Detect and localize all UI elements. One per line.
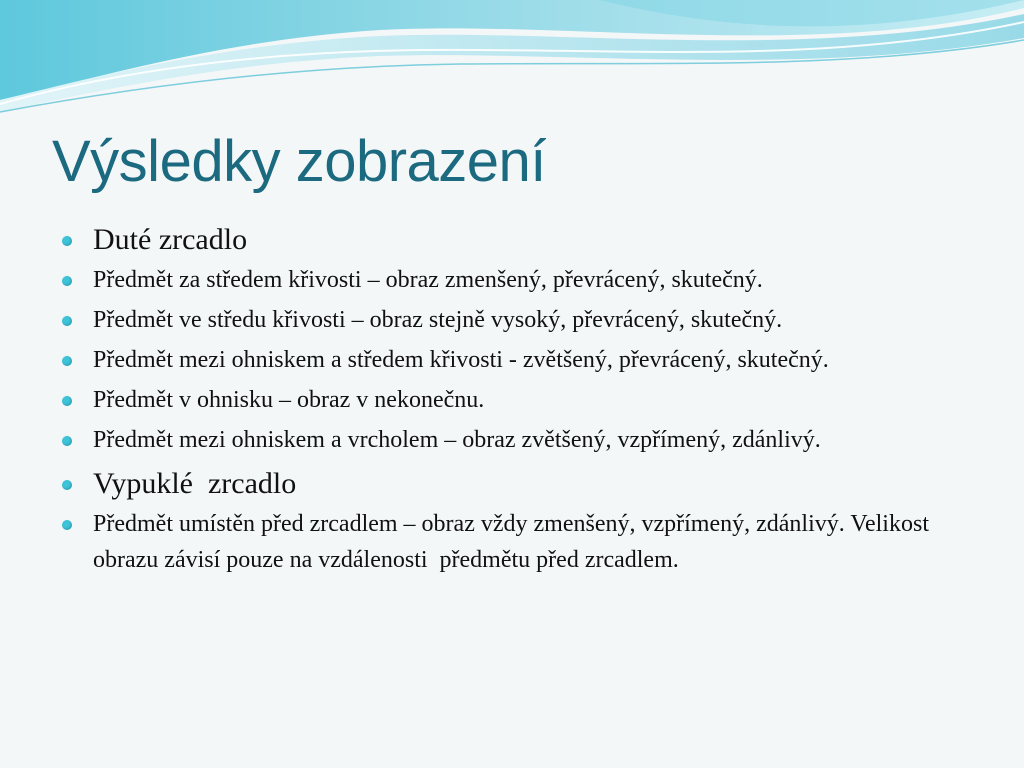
list-item-concave-mirror bbox=[62, 222, 962, 258]
list-item-text: Předmět v ohnisku – obraz v nekonečnu. bbox=[93, 387, 485, 413]
bullet-list bbox=[62, 222, 962, 578]
list-item bbox=[62, 262, 962, 298]
list-item-text: Předmět mezi ohniskem a středem křivosti - zvětšený, převrácený, skutečný. bbox=[93, 347, 829, 373]
list-item-text: Předmět mezi ohniskem a vrcholem – obraz zvětšený, vzpřímený, zdánlivý. bbox=[93, 427, 821, 453]
list-item-text: Vypuklé zrcadlo bbox=[93, 467, 297, 500]
bullet-icon bbox=[62, 276, 72, 286]
header-wave-decoration bbox=[0, 0, 1024, 130]
list-item bbox=[62, 506, 962, 578]
list-item bbox=[62, 302, 962, 338]
list-item-text: Duté zrcadlo bbox=[93, 223, 248, 256]
bullet-icon bbox=[62, 396, 72, 406]
bullet-icon bbox=[62, 520, 72, 530]
bullet-icon bbox=[62, 236, 72, 246]
bullet-icon bbox=[62, 316, 72, 326]
list-item-text: Předmět za středem křivosti – obraz zmenšený, převrácený, skutečný. bbox=[93, 267, 763, 293]
list-item-text: Předmět ve středu křivosti – obraz stejně vysoký, převrácený, skutečný. bbox=[93, 307, 783, 333]
bullet-icon bbox=[62, 436, 72, 446]
list-item bbox=[62, 422, 962, 458]
list-item bbox=[62, 342, 962, 378]
slide-title: Výsledky zobrazení bbox=[52, 129, 546, 194]
bullet-icon bbox=[62, 480, 72, 490]
bullet-icon bbox=[62, 356, 72, 366]
list-item-convex-mirror bbox=[62, 466, 962, 502]
list-item bbox=[62, 382, 962, 418]
list-item-text: Předmět umístěn před zrcadlem – obraz vždy zmenšený, vzpřímený, zdánlivý. Velikost obrazu závisí pouze na vzdálenosti předmětu před zrcadlem. bbox=[93, 511, 935, 573]
